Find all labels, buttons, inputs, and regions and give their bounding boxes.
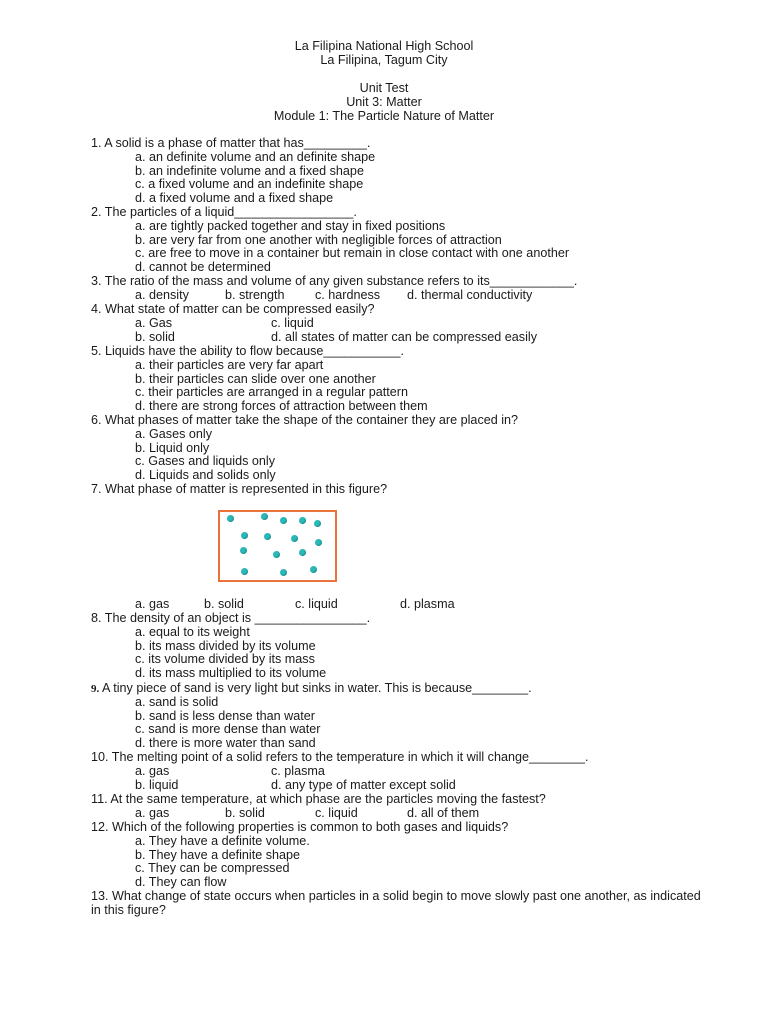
question-3 [91,274,577,302]
question-8 [91,611,370,680]
option-d: d. any type of matter except solid [271,777,456,792]
question-5 [91,344,428,413]
module-title: Module 1: The Particle Nature of Matter [273,109,495,123]
option-a: a. gas [135,806,170,820]
particle-dot [315,539,322,546]
test-type: Unit Test [359,81,409,95]
particle-dot [240,547,247,554]
question-6 [91,413,518,482]
question-stem: 2. The particles of a liquid_________________. [91,205,357,219]
gas-particles-figure [218,510,337,582]
option-row [91,597,455,611]
option-d: d. a fixed volume and a fixed shape [135,191,334,206]
school-location: La Filipina, Tagum City [320,53,448,67]
option-c: c. a fixed volume and an indefinite shape [135,177,364,192]
option-b: b. are very far from one another with negligible forces of attraction [135,232,502,247]
option-a: a. are tightly packed together and stay in fixed positions [135,219,446,233]
particle-dot [227,515,234,522]
test-header [0,81,768,123]
option-row [91,316,375,330]
option-c: c. are free to move in a container but remain in close contact with one another [135,246,570,261]
option-c: c. liquid [271,316,314,330]
question-stem: 8. The density of an object is ________________. [91,611,371,625]
particle-dot [273,551,280,558]
option-b: b. Liquid only [135,440,210,455]
question-13 [91,889,703,917]
option-c: c. liquid [315,806,358,820]
option-row [91,806,546,820]
question-1 [91,136,375,205]
question-stem: 5. Liquids have the ability to flow because___________. [91,344,404,358]
option-a: a. sand is solid [135,695,219,709]
particle-dot [241,532,248,539]
particle-dot [299,549,306,556]
particle-dot [314,520,321,527]
question-12 [91,820,508,889]
option-a: a. density [135,288,189,302]
school-name: La Filipina National High School [294,39,474,53]
option-b: b. their particles can slide over one another [135,371,376,386]
unit-title: Unit 3: Matter [346,95,422,109]
option-c: c. sand is more dense than water [135,722,321,737]
option-row [91,764,589,778]
particle-dot [261,513,268,520]
particle-dot [280,569,287,576]
option-b: b. solid [135,329,175,344]
option-d: d. there are strong forces of attraction between them [135,399,428,414]
option-c: c. hardness [315,288,381,302]
option-a: a. gas [135,764,170,778]
option-a: a. their particles are very far apart [135,358,324,372]
option-c: c. Gases and liquids only [135,454,276,469]
particle-dot [310,566,317,573]
question-9 [91,681,532,750]
particle-dot [291,535,298,542]
option-c: c. their particles are arranged in a regular pattern [135,385,409,400]
option-d: d. They can flow [135,875,227,890]
option-d: d. all of them [407,806,480,820]
question-4 [91,302,537,344]
option-c: c. its volume divided by its mass [135,652,315,667]
option-d: d. there is more water than sand [135,736,316,751]
question-2 [91,205,569,274]
question-stem: 12. Which of the following properties is common to both gases and liquids? [91,820,509,834]
option-b: b. an indefinite volume and a fixed shape [135,163,364,178]
option-row [91,329,537,344]
question-stem: 4. What state of matter can be compressed easily? [91,302,375,316]
question-11 [91,792,546,820]
particle-dot [299,517,306,524]
question-stem: 3. The ratio of the mass and volume of any given substance refers to its____________. [91,274,578,288]
question-7 [91,482,387,496]
option-b: b. solid [204,597,244,611]
option-a: a. They have a definite volume. [135,834,310,848]
option-d: d. cannot be determined [135,260,271,275]
option-c: c. plasma [271,764,325,778]
question-number: 9. [91,683,100,695]
school-header [0,39,768,67]
option-b: b. solid [225,806,265,820]
question-stem: 11. At the same temperature, at which phase are the particles moving the fastest? [91,792,546,806]
option-b: b. its mass divided by its volume [135,638,316,653]
question-stem: 13. What change of state occurs when particles in a solid begin to move slowly past one another, as indicated in this figure? [91,889,701,917]
option-d: d. plasma [400,597,455,611]
question-stem: 7. What phase of matter is represented in this figure? [91,482,388,496]
option-c: c. liquid [295,597,338,611]
question-stem: 6. What phases of matter take the shape of the container they are placed in? [91,413,519,427]
option-a: a. Gases only [135,427,213,441]
particle-dot [264,533,271,540]
question-text: A tiny piece of sand is very light but sinks in water. This is because________. [99,681,532,695]
option-a: a. gas [135,597,170,611]
option-c: c. They can be compressed [135,861,290,876]
option-b: b. liquid [135,777,179,792]
question-7-options [91,597,455,611]
option-d: d. all states of matter can be compressed easily [271,329,537,344]
option-a: a. equal to its weight [135,625,250,639]
question-stem: 10. The melting point of a solid refers to the temperature in which it will change________. [91,750,589,764]
question-stem: 1. A solid is a phase of matter that has_________. [91,136,371,150]
option-b: b. They have a definite shape [135,847,301,862]
option-d: d. its mass multiplied to its volume [135,666,327,681]
option-a: a. an definite volume and an definite shape [135,150,376,164]
question-10 [91,750,589,791]
particle-dot [280,517,287,524]
option-row [91,288,577,302]
option-a: a. Gas [135,316,173,330]
option-row [91,778,589,792]
option-b: b. strength [225,288,285,302]
option-d: d. Liquids and solids only [135,468,276,483]
question-stem [91,681,532,695]
option-d: d. thermal conductivity [407,288,533,302]
option-b: b. sand is less dense than water [135,708,315,723]
particle-dot [241,568,248,575]
